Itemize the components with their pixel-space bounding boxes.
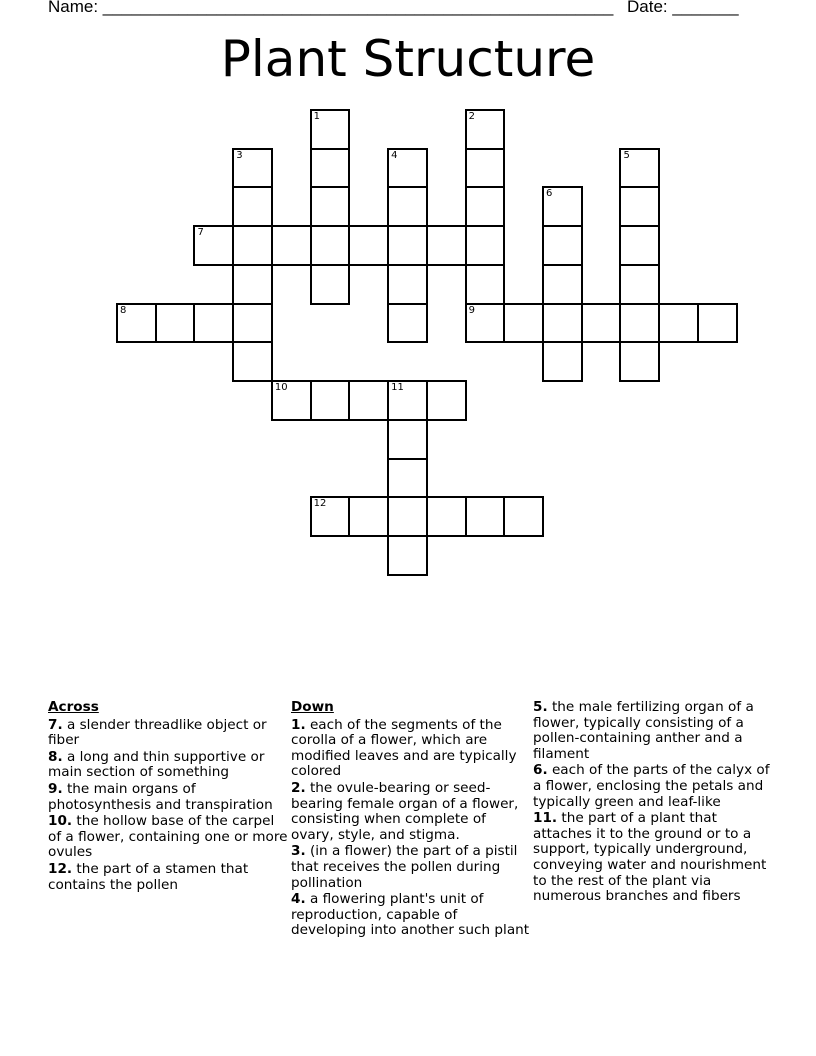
grid-cell[interactable] [426, 496, 467, 537]
grid-cell[interactable] [310, 109, 351, 150]
grid-cell[interactable] [465, 109, 506, 150]
grid-cell[interactable] [542, 341, 583, 382]
down-clue [533, 811, 773, 905]
clue-number: 11 [391, 382, 404, 394]
clue-number-label: 12. [48, 860, 73, 877]
grid-cell[interactable] [503, 496, 544, 537]
grid-cell[interactable] [232, 148, 273, 189]
grid-cell[interactable] [465, 264, 506, 305]
down-clue [533, 700, 773, 762]
clue-text: the part of a stamen that contains the pollen [48, 860, 249, 893]
down-clue [291, 844, 531, 891]
grid-cell[interactable] [232, 264, 273, 305]
down-clue [291, 892, 531, 939]
clue-text: (in a flower) the part of a pistil that receives the pollen during pollination [291, 843, 518, 891]
grid-cell[interactable] [387, 148, 428, 189]
grid-cell[interactable] [116, 303, 157, 344]
grid-cell[interactable] [310, 148, 351, 189]
grid-cell[interactable] [271, 380, 312, 421]
grid-cell[interactable] [193, 303, 234, 344]
grid-cell[interactable] [310, 225, 351, 266]
clue-number-label: 5. [533, 699, 548, 715]
grid-cell[interactable] [542, 186, 583, 227]
clue-number-label: 11. [533, 810, 558, 827]
across-clue [48, 814, 288, 861]
grid-cell[interactable] [658, 303, 699, 344]
grid-cell[interactable] [697, 303, 738, 344]
clue-number: 2 [468, 111, 475, 122]
clue-text: the male fertilizing organ of a flower, typically consisting of a pollen-containing anther and a filament [533, 699, 754, 762]
grid-cell[interactable] [542, 264, 583, 305]
down-clues [291, 700, 531, 940]
clue-number: 5 [623, 149, 630, 161]
grid-cell[interactable] [387, 458, 428, 499]
across-clue [48, 862, 288, 893]
date-field-label: Date: _______ [627, 0, 739, 16]
grid-cell[interactable] [465, 148, 506, 189]
clue-number-label: 9. [48, 780, 63, 797]
across-clues [48, 700, 288, 894]
clue-text: the ovule-bearing or seed-bearing female organ of a flower, consisting when complete of ovary, style, and stigma. [291, 779, 519, 843]
grid-cell[interactable] [232, 341, 273, 382]
grid-cell[interactable] [581, 303, 622, 344]
clue-number: 10 [274, 382, 288, 394]
clue-number-label: 6. [533, 762, 548, 779]
grid-cell[interactable] [387, 264, 428, 305]
clue-number-label: 7. [48, 716, 63, 733]
grid-cell[interactable] [310, 186, 351, 227]
clue-number-label: 8. [48, 748, 63, 765]
clue-number: 1 [313, 111, 321, 122]
clue-number: 6 [546, 188, 553, 200]
grid-cell[interactable] [387, 225, 428, 266]
clue-text: the hollow base of the carpel of a flower, containing one or more ovules [48, 813, 288, 861]
grid-cell[interactable] [310, 496, 351, 537]
across-clue [48, 782, 288, 813]
grid-cell[interactable] [426, 225, 467, 266]
grid-cell[interactable] [619, 303, 660, 344]
grid-cell[interactable] [426, 380, 467, 421]
grid-cell[interactable] [271, 225, 312, 266]
down-clue [291, 781, 531, 843]
clue-text: a slender threadlike object or fiber [48, 716, 267, 749]
across-clue [48, 718, 288, 749]
grid-cell[interactable] [619, 186, 660, 227]
clue-text: a long and thin supportive or main section of something [48, 748, 265, 781]
clue-text: each of the segments of the corolla of a flower, which are modified leaves and are typically colored [291, 716, 517, 780]
grid-cell[interactable] [387, 535, 428, 576]
grid-cell[interactable] [193, 225, 234, 266]
grid-cell[interactable] [542, 303, 583, 344]
page-title: Plant Structure [220, 30, 596, 88]
grid-cell[interactable] [310, 264, 351, 305]
down-clues-continued [533, 700, 773, 906]
clue-number-label: 1. [291, 716, 306, 733]
down-clue [291, 718, 531, 780]
clue-text: each of the parts of the calyx of a flower, enclosing the petals and typically green and leaf-like [533, 762, 770, 810]
clue-number: 8 [120, 304, 127, 316]
down-heading: Down [291, 699, 334, 715]
grid-cell[interactable] [619, 148, 660, 189]
grid-cell[interactable] [232, 225, 273, 266]
across-heading: Across [48, 699, 99, 715]
clue-number-label: 3. [291, 843, 306, 860]
clue-number: 7 [197, 227, 204, 239]
grid-cell[interactable] [155, 303, 196, 344]
clue-number: 4 [391, 149, 398, 161]
clue-text: the main organs of photosynthesis and transpiration [48, 780, 273, 813]
grid-cell[interactable] [465, 225, 506, 266]
grid-cell[interactable] [387, 419, 428, 460]
clue-number-label: 2. [291, 779, 306, 796]
across-clue [48, 750, 288, 781]
grid-cell[interactable] [619, 225, 660, 266]
clue-number: 9 [468, 304, 475, 316]
grid-cell[interactable] [465, 303, 506, 344]
grid-cell[interactable] [387, 303, 428, 344]
grid-cell[interactable] [348, 496, 389, 537]
grid-cell[interactable] [387, 380, 428, 421]
grid-cell[interactable] [232, 186, 273, 227]
grid-cell[interactable] [619, 264, 660, 305]
grid-cell[interactable] [387, 186, 428, 227]
grid-cell[interactable] [348, 380, 389, 421]
grid-cell[interactable] [542, 225, 583, 266]
grid-cell[interactable] [232, 303, 273, 344]
grid-cell[interactable] [465, 496, 506, 537]
clue-number: 12 [313, 498, 327, 510]
clue-text: a flowering plant's unit of reproduction, capable of developing into another such plant [291, 891, 530, 939]
grid-cell[interactable] [619, 341, 660, 382]
clue-number: 3 [236, 149, 243, 161]
name-field-label: Name: ______________________________________________________ [48, 0, 614, 16]
clue-number-label: 10. [48, 813, 73, 830]
grid-cell[interactable] [348, 225, 389, 266]
grid-cell[interactable] [310, 380, 351, 421]
grid-cell[interactable] [387, 496, 428, 537]
grid-cell[interactable] [503, 303, 544, 344]
down-clue [533, 763, 773, 810]
clue-text: the part of a plant that attaches it to the ground or to a support, typically underground, conveying water and nourishment to the rest of the plant via numerous branches and fibers [533, 810, 767, 905]
clue-number-label: 4. [291, 891, 306, 908]
grid-cell[interactable] [465, 186, 506, 227]
